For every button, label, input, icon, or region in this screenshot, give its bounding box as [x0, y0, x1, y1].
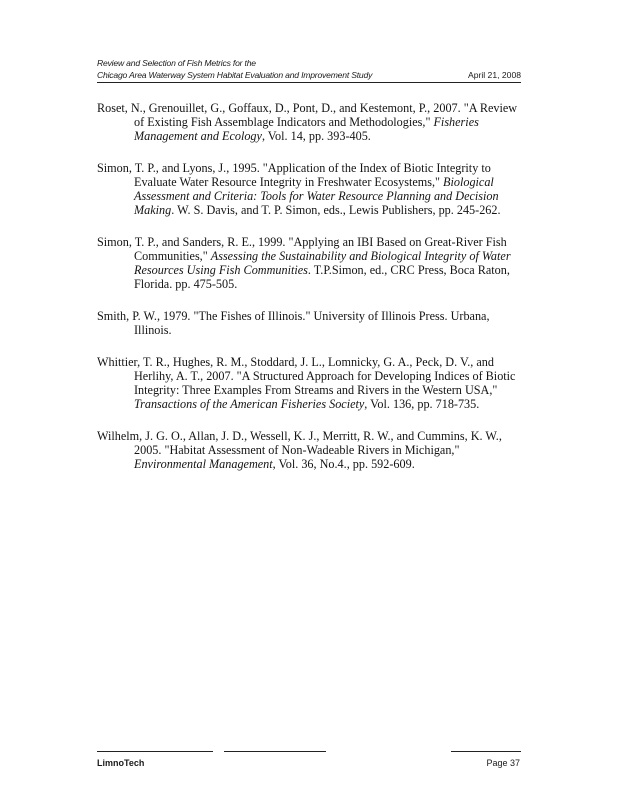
reference-entry	[97, 101, 523, 143]
header-title-line2: Chicago Area Waterway System Habitat Evaluation and Improvement Study	[97, 70, 373, 80]
reference-journal: Assessing the Sustainability and Biological Integrity of Water Resources Using Fish Communities	[134, 249, 511, 277]
reference-details: , Vol. 14, pp. 393-405.	[261, 129, 371, 143]
reference-details: , Vol. 36, No.4., pp. 592-609.	[272, 457, 415, 471]
reference-details: . T.P.Simon, ed., CRC Press, Boca Raton, Florida. pp. 475-505.	[134, 263, 510, 291]
reference-list	[97, 101, 523, 489]
footer-rule-center	[224, 751, 326, 752]
header-rule	[97, 82, 521, 83]
reference-journal: Fisheries Management and Ecology	[134, 115, 479, 143]
reference-text: Simon, T. P., and Sanders, R. E., 1999. "Applying an IBI Based on Great-River Fish Communities,"	[97, 235, 507, 263]
reference-text: Smith, P. W., 1979. "The Fishes of Illinois." University of Illinois Press. Urbana, Illinois.	[97, 309, 490, 337]
reference-text: Simon, T. P., and Lyons, J., 1995. "Application of the Index of Biotic Integrity to Evaluate Water Resource Integrity in Freshwater Ecosystems,"	[97, 161, 491, 189]
reference-entry	[97, 309, 523, 337]
reference-text: Whittier, T. R., Hughes, R. M., Stoddard, J. L., Lomnicky, G. A., Peck, D. V., and Herlihy, A. T., 2007. "A Structured Approach for Developing Indices of Biotic Integrity: Three Examples From Streams and Rivers in the Western USA,"	[97, 355, 516, 397]
header-title-line1: Review and Selection of Fish Metrics for the	[97, 58, 256, 68]
reference-journal: Transactions of the American Fisheries Society	[134, 397, 365, 411]
reference-details: . W. S. Davis, and T. P. Simon, eds., Lewis Publishers, pp. 245-262.	[171, 203, 501, 217]
footer-page-number: Page 37	[486, 758, 520, 768]
reference-entry	[97, 235, 523, 291]
reference-entry	[97, 161, 523, 217]
reference-text: Roset, N., Grenouillet, G., Goffaux, D., Pont, D., and Kestemont, P., 2007. "A Review of Existing Fish Assemblage Indicators and Methodologies,"	[97, 101, 518, 129]
footer-company: LimnoTech	[97, 758, 145, 768]
footer-rule-left	[97, 751, 213, 752]
reference-entry	[97, 429, 523, 471]
reference-journal: Biological Assessment and Criteria: Tools for Water Resource Planning and Decision Making	[134, 175, 499, 217]
reference-entry	[97, 355, 523, 411]
reference-text: Wilhelm, J. G. O., Allan, J. D., Wessell, K. J., Merritt, R. W., and Cummins, K. W., 2005. "Habitat Assessment of Non-Wadeable Rivers in Michigan,"	[97, 429, 502, 457]
reference-journal: Environmental Management	[134, 457, 273, 471]
running-header	[97, 57, 372, 81]
footer-rule-right	[451, 751, 521, 752]
header-date: April 21, 2008	[467, 70, 521, 80]
reference-details: , Vol. 136, pp. 718-735.	[364, 397, 480, 411]
